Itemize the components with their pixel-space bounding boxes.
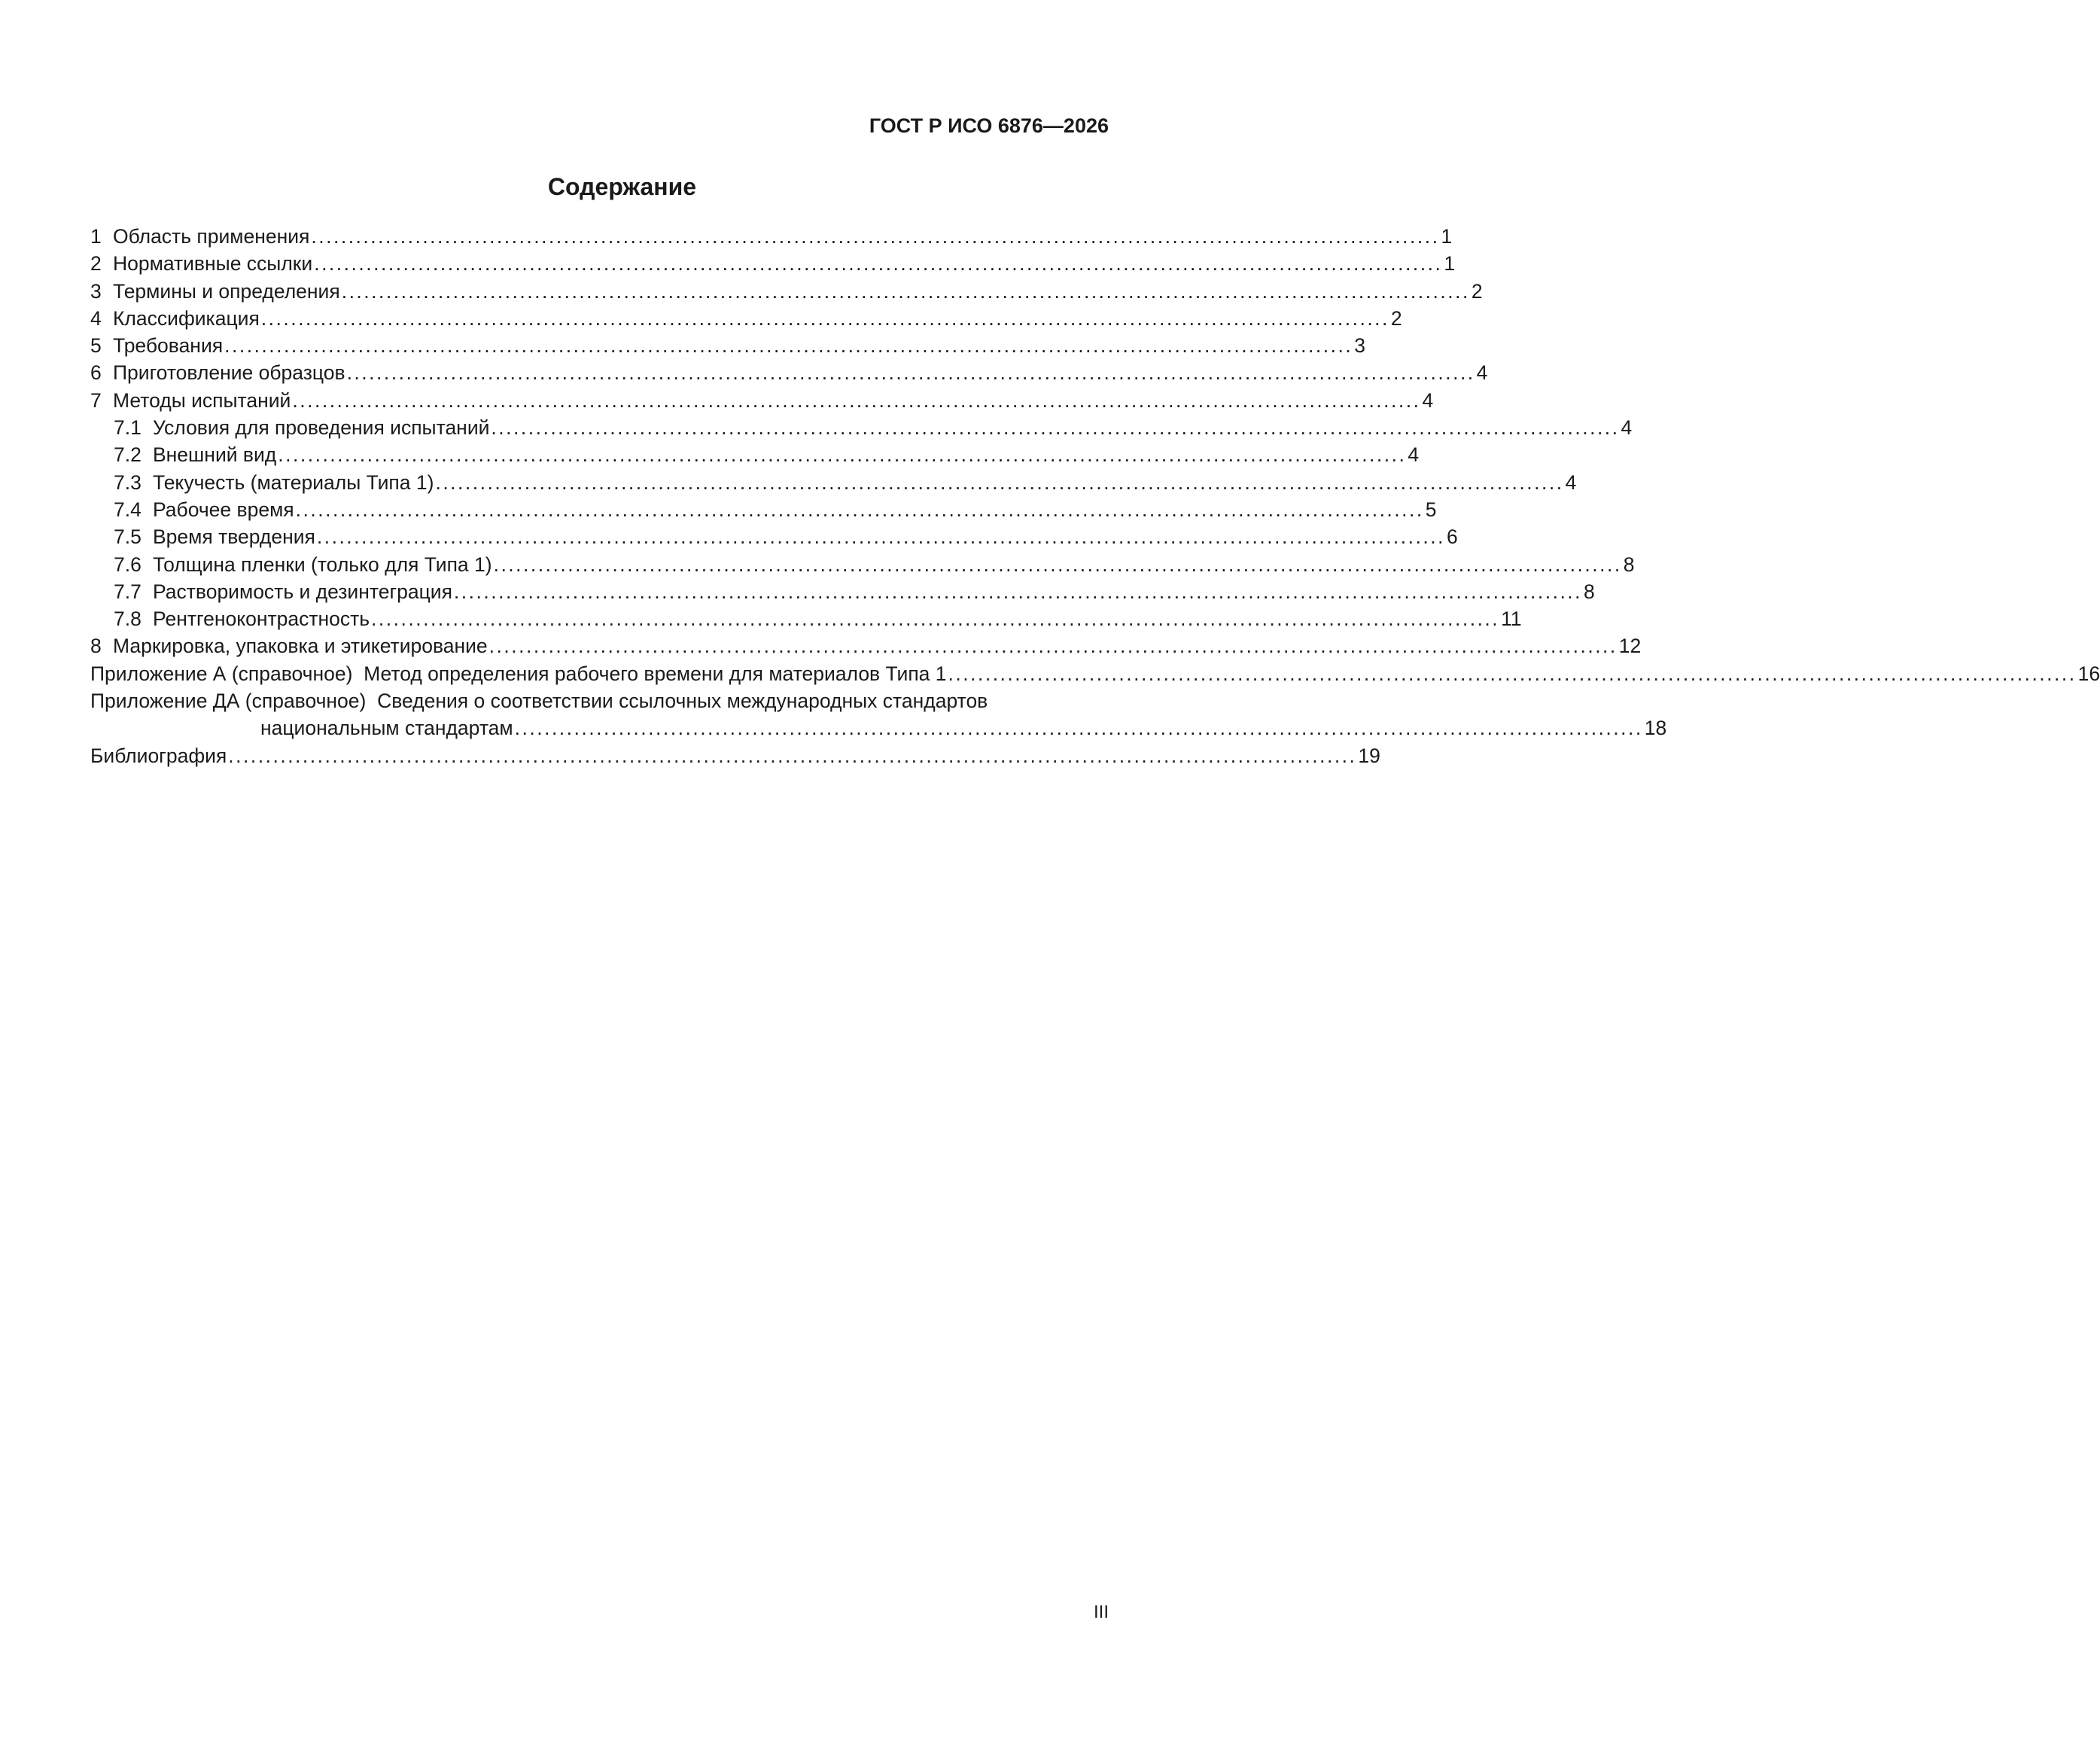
toc-entry-label: Приложение ДА (справочное) Сведения о соответствии ссылочных международных стандартов (90, 690, 988, 713)
toc-entry-page: 12 (1618, 635, 1642, 658)
toc-entry[interactable] (90, 250, 1456, 277)
toc-entry-number: 4 (90, 306, 102, 330)
dot-leader: ........................................................................................................................................................ (493, 553, 1622, 576)
toc-entry-label: Условия для проведения испытаний (153, 416, 490, 440)
page-number: III (1093, 1602, 1109, 1622)
toc-entry-page: 4 (1476, 361, 1488, 385)
toc-annex-da-line1[interactable] (90, 687, 1109, 714)
toc-entry-number: 7.1 (114, 416, 142, 440)
toc-entry[interactable] (90, 223, 1453, 250)
toc-entry-page: 4 (1565, 470, 1577, 494)
dot-leader: ........................................................................................................................................................ (341, 279, 1470, 303)
dot-leader: ........................................................................................................................................................ (228, 744, 1357, 767)
table-of-contents (90, 223, 2100, 769)
dot-leader: ........................................................................................................................................................ (224, 334, 1353, 358)
toc-entry-label: Маркировка, упаковка и этикетирование (113, 635, 488, 658)
toc-entry-number: 7.3 (114, 470, 142, 494)
toc-subentry[interactable] (90, 523, 1458, 550)
toc-entry-page: 1 (1441, 225, 1453, 248)
dot-leader: ........................................................................................................................................................ (311, 225, 1440, 248)
document-code: ГОСТ Р ИСО 6876—2026 (869, 114, 1109, 137)
toc-entry-number: 7.4 (114, 498, 142, 521)
dot-leader: ........................................................................................................................................................ (435, 470, 1564, 494)
toc-annex-da-line2[interactable] (90, 714, 1667, 741)
toc-entry-number: 7.7 (114, 580, 142, 603)
toc-entry-page: 11 (1501, 607, 1522, 631)
toc-entry-number: 7.6 (114, 553, 142, 576)
toc-entry-label: Приложение А (справочное) Метод определения рабочего времени для материалов Типа 1 (90, 662, 947, 685)
toc-entry-label: Растворимость и дезинтеграция (153, 580, 452, 603)
dot-leader: ........................................................................................................................................................ (316, 525, 1445, 549)
dot-leader: ........................................................................................................................................................ (948, 662, 2077, 685)
toc-entry-number: 7.5 (114, 525, 142, 549)
toc-entry-page: 18 (1644, 717, 1667, 740)
toc-subentry[interactable] (90, 469, 1577, 496)
toc-entry-number: 2 (90, 252, 102, 276)
toc-entry-page: 16 (2077, 662, 2100, 685)
toc-entry[interactable] (90, 332, 1365, 359)
toc-entry-label: Рентгеноконтрастность (153, 607, 370, 631)
toc-entry-number: 1 (90, 225, 102, 248)
dot-leader: ........................................................................................................................................................ (371, 607, 1500, 631)
toc-entry-page: 4 (1422, 388, 1434, 412)
toc-bibliography[interactable] (90, 742, 1380, 769)
toc-entry-label: Нормативные ссылки (113, 252, 313, 276)
toc-entry-page: 4 (1621, 416, 1633, 440)
toc-title: Содержание (547, 173, 697, 200)
dot-leader: ........................................................................................................................................................ (292, 388, 1421, 412)
toc-entry-label: Рабочее время (153, 498, 294, 521)
dot-leader: ........................................................................................................................................................ (295, 498, 1424, 521)
toc-entry[interactable] (90, 387, 1434, 414)
dot-leader: ........................................................................................................................................................ (491, 416, 1620, 440)
dot-leader: ........................................................................................................................................................ (260, 306, 1389, 330)
dot-leader: ........................................................................................................................................................ (488, 635, 1618, 658)
toc-entry-page: 3 (1354, 334, 1365, 358)
toc-subentry[interactable] (90, 414, 1633, 441)
toc-entry-label: Толщина пленки (только для Типа 1) (153, 553, 492, 576)
toc-entry-label: Библиография (90, 744, 227, 767)
dot-leader: ........................................................................................................................................................ (453, 580, 1583, 603)
toc-entry-page: 1 (1444, 252, 1456, 276)
toc-entry-page: 19 (1358, 744, 1380, 767)
toc-entry-label: Термины и определения (113, 279, 340, 303)
toc-entry-page: 2 (1471, 279, 1483, 303)
toc-entry-number: 7 (90, 388, 102, 412)
toc-entry-page: 2 (1390, 306, 1402, 330)
toc-entry-number: 6 (90, 361, 102, 385)
toc-subentry[interactable] (90, 441, 1420, 468)
dot-leader: ........................................................................................................................................................ (514, 717, 1643, 740)
toc-entry-label: национальным стандартам (260, 717, 513, 740)
toc-entry-label: Требования (113, 334, 224, 358)
toc-entry[interactable] (90, 359, 1488, 386)
toc-entry-number: 3 (90, 279, 102, 303)
toc-entry-page: 8 (1584, 580, 1595, 603)
toc-entry-number: 7.8 (114, 607, 142, 631)
toc-entry-number: 5 (90, 334, 102, 358)
toc-entry[interactable] (90, 632, 1642, 659)
toc-entry-page: 5 (1425, 498, 1437, 521)
toc-entry-page: 6 (1446, 525, 1458, 549)
toc-entry-label: Время твердения (153, 525, 315, 549)
toc-subentry[interactable] (90, 496, 1437, 523)
toc-entry-label: Текучесть (материалы Типа 1) (153, 470, 434, 494)
toc-subentry[interactable] (90, 551, 1635, 578)
toc-entry-page: 4 (1408, 443, 1420, 467)
dot-leader: ........................................................................................................................................................ (346, 361, 1475, 385)
toc-entry-label: Область применения (113, 225, 310, 248)
toc-entry-page: 8 (1623, 553, 1635, 576)
toc-entry[interactable] (90, 278, 1483, 305)
toc-entry-label: Методы испытаний (113, 388, 291, 412)
toc-entry-label: Классификация (113, 306, 260, 330)
toc-subentry[interactable] (90, 605, 1522, 632)
toc-annex-a[interactable] (90, 660, 2100, 687)
dot-leader: ........................................................................................................................................................ (314, 252, 1443, 276)
toc-entry-number: 8 (90, 635, 102, 658)
toc-subentry[interactable] (90, 578, 1595, 605)
toc-entry-label: Внешний вид (153, 443, 277, 467)
toc-entry-label: Приготовление образцов (113, 361, 345, 385)
toc-entry[interactable] (90, 305, 1402, 332)
toc-entry-number: 7.2 (114, 443, 142, 467)
dot-leader: ........................................................................................................................................................ (278, 443, 1407, 467)
